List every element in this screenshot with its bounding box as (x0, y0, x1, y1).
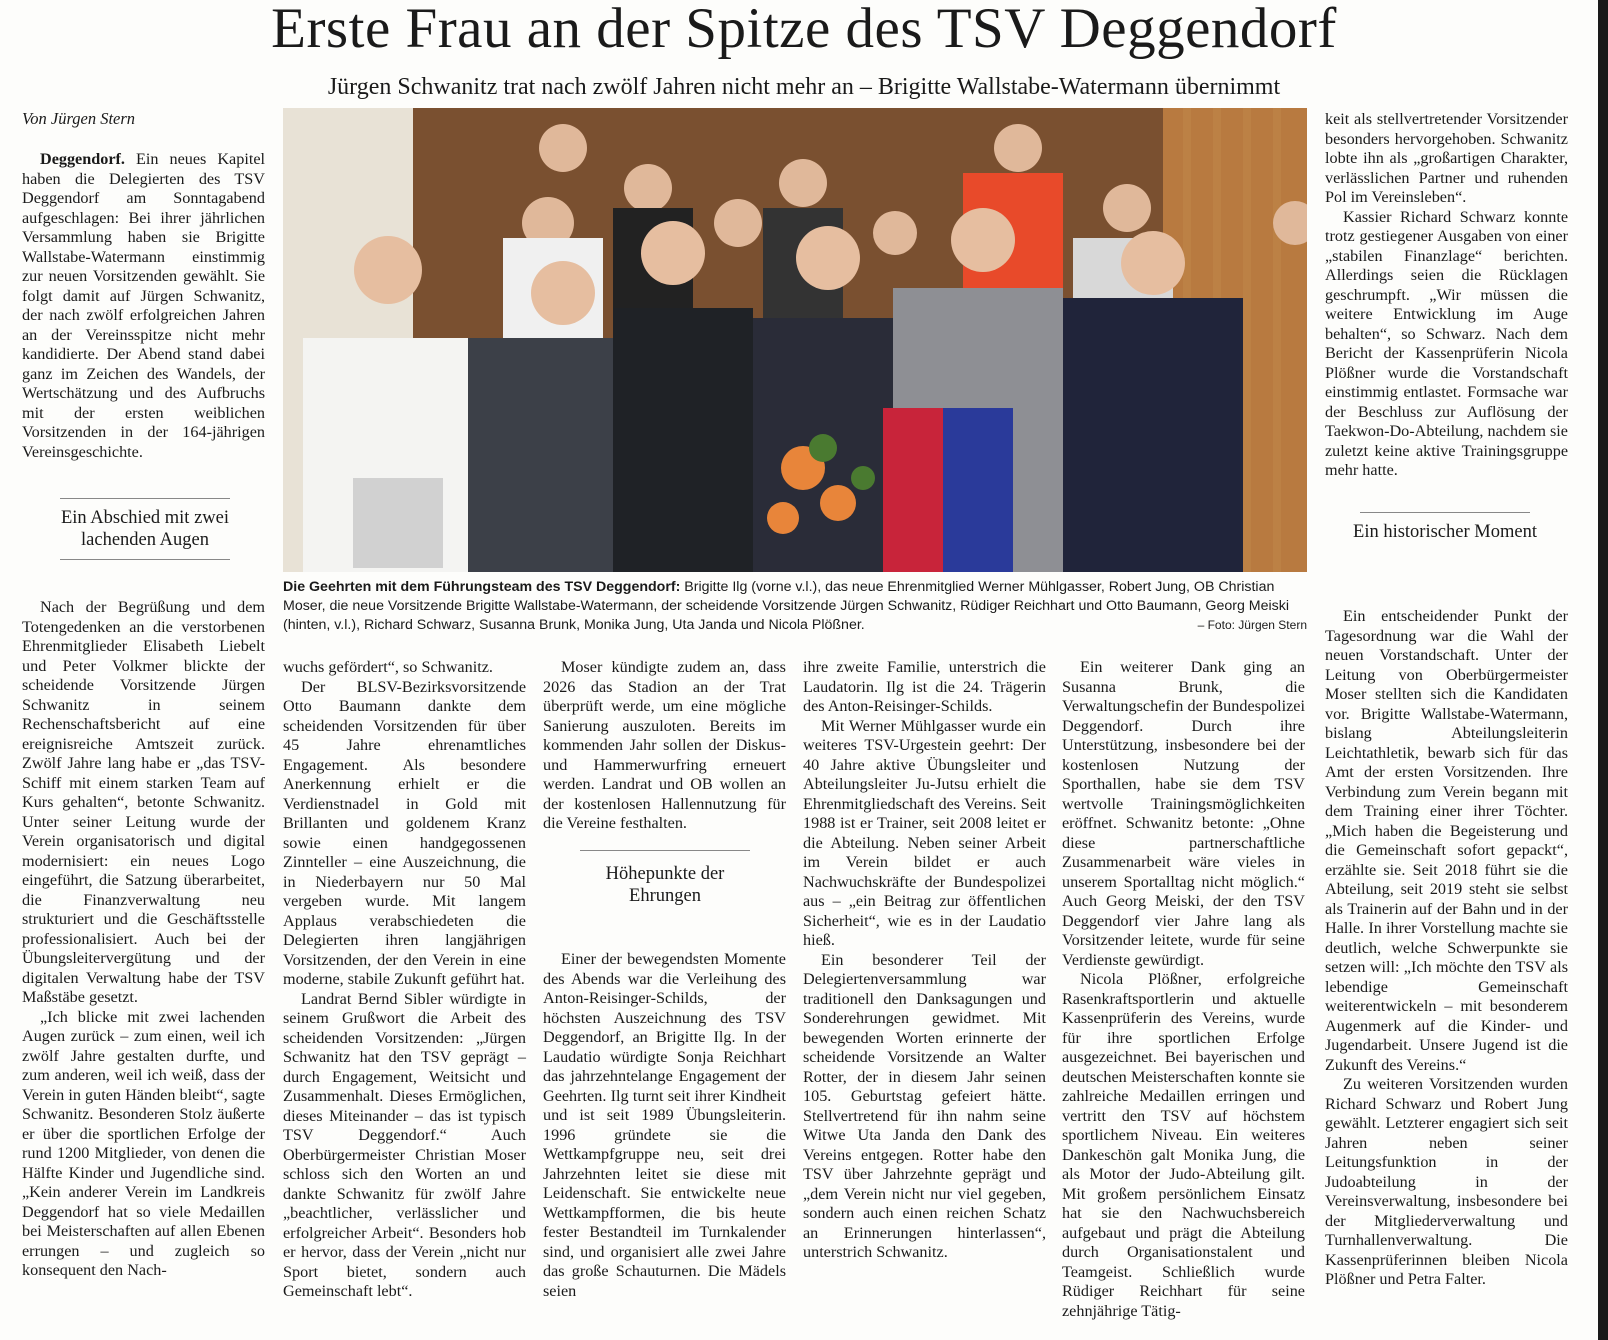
subhead-historisch (1350, 512, 1540, 543)
caption-text: Brigitte Ilg (vorne v.l.), das neue Ehrenmitglied Werner Mühlgasser, Robert Jung, OB Christian Moser, die neue Vorsitzende Brigitte Wallstabe-Watermann, der scheidende Vorsitzende Jürgen Schwanitz, Rüdiger Reichhart und Otto Baumann, Georg Meiski (hinten, v.l.), Richard Schwarz, Susanna Brunk, Monika Jung, Uta Janda und Nicola Plößner. (283, 579, 1289, 633)
paragraph: keit als stellvertretender Vorsitzender besonders hervorgehoben. Schwanitz lobte ihn als „großartigen Charakter, verlässlichen Partner und ruhenden Pol im Vereinsleben“. (1325, 110, 1568, 206)
subhead-rule-top (580, 850, 750, 851)
group-photo (283, 108, 1307, 572)
photo-credit: – Foto: Jürgen Stern (1197, 618, 1307, 632)
intro-text: Ein neues Kapitel haben die Delegierten des TSV Deggendorf am Sonntagabend aufgeschlagen: Bei ihrer jährlichen Versammlung haben sie Brigitte Wallstabe-Watermann einstimmig zur neuen Vorsitzenden gewählt. Sie folgt damit auf Jürgen Schwanitz, der nach zwölf erfolgreichen Jahren an der Vereinsspitze nicht mehr kandidierte. Der Abend stand dabei ganz im Zeichen des Wandels, der Wertschätzung und des Aufbruchs mit der ersten weiblichen Vorsitzenden in der 164-jährigen Vereinsgeschichte. (22, 150, 265, 461)
paragraph: Ein besonderer Teil der Delegiertenversammlung war traditionell den Danksagungen und Sonderehrungen gewidmet. Mit bewegenden Worten erinnerte der scheidende Vorsitzende an Walter Rotter, der in diesem Jahr seinen 105. Geburtstag gefeiert hätte. Stellvertretend für ihn nahm seine Witwe Uta Janda den Dank des Vereins entgegen. Rotter habe den TSV über Jahrzehnte geprägt und „dem Verein nicht nur viel gegeben, sondern auch einen reichen Schatz an Erinnerungen hinterlassen“, unterstrich Schwanitz. (803, 950, 1046, 1261)
column-3-top (543, 658, 786, 834)
group-photo-icon (283, 108, 1307, 572)
paragraph: Ein weiterer Dank ging an Susanna Brunk, die Verwaltungschefin der Bundespolizei Deggendorf. Durch ihre Unterstützung, insbesondere bei der kostenlosen Nutzung der Sporthallen, habe sie dem TSV wertvolle Trainingsmöglichkeiten eröffnet. Schwanitz betonte: „Ohne diese partnerschaftliche Zusammenarbeit wäre vieles in unserem Sportalltag nicht möglich.“ Auch Georg Meiski, der den TSV Deggendorf vier Jahre lang als Vorsitzender leitete, wurde für seine Verdienste gewürdigt. (1062, 658, 1305, 969)
subhead-abschied (45, 498, 245, 560)
subhead-rule-top (1360, 512, 1530, 513)
subhead-text: Höhepunkte der Ehrungen (605, 864, 725, 906)
byline: Von Jürgen Stern (22, 109, 136, 128)
column-6-bottom (1325, 607, 1568, 1290)
subhead-hoehepunkte (570, 850, 760, 907)
column-1-bottom (22, 598, 265, 1281)
subhead-text: Ein historischer Moment (1353, 522, 1537, 542)
paragraph: Der BLSV-Bezirksvorsitzende Otto Baumann dankte dem scheidenden Vorsitzenden für über 45 Jahre ehrenamtliches Engagement. Als besondere Anerkennung erhielt er die Verdienstnadel in Gold mit Brillanten und goldenem Kranz sowie einen handgegossenen Zinnteller – eine Auszeichnung, die in Niederbayern nur 50 Mal vergeben wurde. Mit langem Applaus verabschiedeten die Delegierten ihren langjährigen Vorsitzenden, der den Verein in eine moderne, stabile Zukunft geführt hat. (283, 677, 526, 988)
paragraph: Einer der bewegendsten Momente des Abends war die Verleihung des Anton-Reisinger-Schilds, der höchsten Auszeichnung des TSV Deggendorf, an Brigitte Ilg. In der Laudatio würdigte Sonja Reichhart das jahrzehntelange Engagement der Geehrten. Ilg turnt seit ihrer Kindheit und ist seit 1989 Übungsleiterin. 1996 gründete sie die Wettkampfgruppe neu, seit drei Jahrzehnten leitet sie diese mit Leidenschaft. Sie entwickelte neue Wettkampfformen, die bis heute fester Bestandteil im Turnkalender sind, und organisiert alle zwei Jahre das große Schauturnen. Die Mädels seien (543, 950, 786, 1300)
paragraph: Landrat Bernd Sibler würdigte in seinem Grußwort die Arbeit des scheidenden Vorsitzenden: „Jürgen Schwanitz hat den TSV geprägt – durch Engagement, Weitsicht und Zusammenhalt. Dieses Ermöglichen, dieses Miteinander – das ist typisch TSV Deggendorf.“ Auch Oberbürgermeister Christian Moser schloss sich den Worten an und dankte Schwanitz für zwölf Jahre „beachtlicher, verlässlicher und erfolgreicher Arbeit“. Besonders hob er hervor, dass der Verein „nicht nur Sport bietet, sondern auch Gemeinschaft lebt“. (283, 989, 526, 1300)
paragraph: Moser kündigte zudem an, dass 2026 das Stadion an der Trat überprüft werde, um eine mögliche Sanierung auszuloten. Bereits im kommenden Jahr sollen der Diskus- und Hammerwurfring erneuert werden. Landrat und OB wollen an der kostenlosen Hallennutzung für die Vereine festhalten. (543, 658, 786, 832)
column-1-top (22, 150, 265, 462)
page-edge (1598, 0, 1608, 1340)
subhead-rule-bottom (60, 559, 230, 560)
dateline: Deggendorf. (40, 150, 125, 168)
column-5 (1062, 658, 1305, 1321)
paragraph: Zu weiteren Vorsitzenden wurden Richard Schwarz und Robert Jung gewählt. Letzterer engagiert sich seit Jahren neben seiner Leitungsfunktion in der Judoabteilung in der Vereinsverwaltung, insbesondere bei der Mitgliederverwaltung und Turnhallenverwaltung. Die Kassenprüferinnen bleiben Nicola Plößner und Petra Falter. (1325, 1075, 1568, 1288)
subheadline: Jürgen Schwanitz trat nach zwölf Jahren nicht mehr an – Brigitte Wallstabe-Watermann übernimmt (327, 74, 1281, 100)
headline: Erste Frau an der Spitze des TSV Deggendorf (271, 0, 1337, 60)
column-6-top (1325, 110, 1568, 481)
column-3-bottom (543, 950, 786, 1301)
paragraph: Mit Werner Mühlgasser wurde ein weiteres TSV-Urgestein geehrt: Der 40 Jahre aktive Übungsleiter und Abteilungsleiter Ju-Jutsu erhielt die Ehrenmitgliedschaft des Vereins. Seit 1988 ist er Trainer, seit 2008 leitet er die Abteilung. Neben seiner Arbeit im Verein bildet er auch Nachwuchskräfte der Bundespolizei aus – „ein Beitrag zur öffentlichen Sicherheit“, wie es in der Laudatio hieß. (803, 716, 1046, 949)
paragraph: Nach der Begrüßung und dem Totengedenken an die verstorbenen Ehrenmitglieder Elisabeth Liebelt und Peter Volkmer blickte der scheidende Vorsitzende Jürgen Schwanitz in seinem Rechenschaftsbericht auf eine ereignisreiche Amtszeit zurück. Zwölf Jahre lang habe er „das TSV-Schiff mit einem starken Team auf Kurs gehalten“, betonte Schwanitz. Unter seiner Leitung wurde der Verein organisatorisch und digital modernisiert: ein neues Logo eingeführt, die Satzung überarbeitet, die Finanzverwaltung neu strukturiert und die Geschäftsstelle professionalisiert. Auch bei der Übungsleitervergütung und der digitalen Verwaltung habe der TSV Maßstäbe gesetzt. (22, 598, 265, 1006)
column-2 (283, 658, 526, 1302)
paragraph: ihre zweite Familie, unterstrich die Laudatorin. Ilg ist die 24. Trägerin des Anton-Reisinger-Schilds. (803, 658, 1046, 715)
column-4 (803, 658, 1046, 1263)
caption-lead: Die Geehrten mit dem Führungsteam des TSV Deggendorf: (283, 579, 681, 595)
paragraph: Nicola Plößner, erfolgreiche Rasenkraftsportlerin und aktuelle Kassenprüferin des Vereins, wurde für ihre sportlichen Erfolge ausgezeichnet. Bei bayerischen und deutschen Meisterschaften konnte sie zahlreiche Medaillen erringen und vertritt den TSV auf höchstem sportlichem Niveau. Ein weiteres Dankeschön galt Monika Jung, die als Motor der Judo-Abteilung gilt. Mit großem persönlichem Einsatz hat sie den Nachwuchsbereich aufgebaut und prägt die Abteilung durch Organisationstalent und Teamgeist. Schließlich wurde Rüdiger Reichhart für seine zehnjährige Tätig- (1062, 970, 1305, 1320)
paragraph: wuchs gefördert“, so Schwanitz. (283, 658, 493, 676)
subhead-rule-top (60, 498, 230, 499)
paragraph: Ein entscheidender Punkt der Tagesordnung war die Wahl der neuen Vorstandschaft. Unter der Leitung von Oberbürgermeister Moser stellten sich die Kandidaten vor. Brigitte Wallstabe-Watermann, bislang Abteilungsleiterin Leichtathletik, bewarb sich für das Amt der ersten Vorsitzenden. Ihre Verbindung zum Verein begann mit dem Training einer ihrer Töchter. „Mich haben die Begeisterung und die Gemeinschaft sofort gepackt“, erzählte sie. Seit 2018 führt sie die Abteilung, seit 2019 steht sie selbst als Trainerin auf der Bahn und in der Halle. In ihrer Vorstellung machte sie deutlich, welche Schwerpunkte sie setzen will: „Ich möchte den TSV als lebendige Gemeinschaft weiterentwickeln – mit besonderem Augenmerk auf die Kinder- und Jugendarbeit. Unsere Jugend ist die Zukunft des Vereins.“ (1325, 607, 1568, 1074)
subhead-text: Ein Abschied mit zwei lachenden Augen (60, 508, 229, 550)
photo-caption (283, 578, 1307, 635)
paragraph: Kassier Richard Schwarz konnte trotz gestiegener Ausgaben von einer „stabilen Finanzlage“ berichten. Allerdings seien die Rücklagen geschrumpft. „Wir müssen die weitere Entwicklung im Auge behalten“, so Schwarz. Nach dem Bericht der Kassenprüferin Nicola Plößner wurde die Vorstandschaft einstimmig entlastet. Formsache war der Beschluss zur Auflösung der Taekwon-Do-Abteilung, nachdem sie zuletzt keine aktive Trainingsgruppe mehr hatte. (1325, 207, 1568, 479)
paragraph: „Ich blicke mit zwei lachenden Augen zurück – zum einen, weil ich zwölf Jahre gestalten durfte, und zum anderen, weil ich weiß, dass der Verein in guten Händen bleibt“, sagte Schwanitz. Besonderen Stolz äußerte er über die sportlichen Erfolge der rund 1200 Mitglieder, von denen die Hälfte Kinder und Jugendliche sind. „Kein anderer Verein im Landkreis Deggendorf hat so viele Medaillen bei Meisterschaften auf allen Ebenen errungen – und zugleich so konsequent den Nach- (22, 1007, 265, 1279)
